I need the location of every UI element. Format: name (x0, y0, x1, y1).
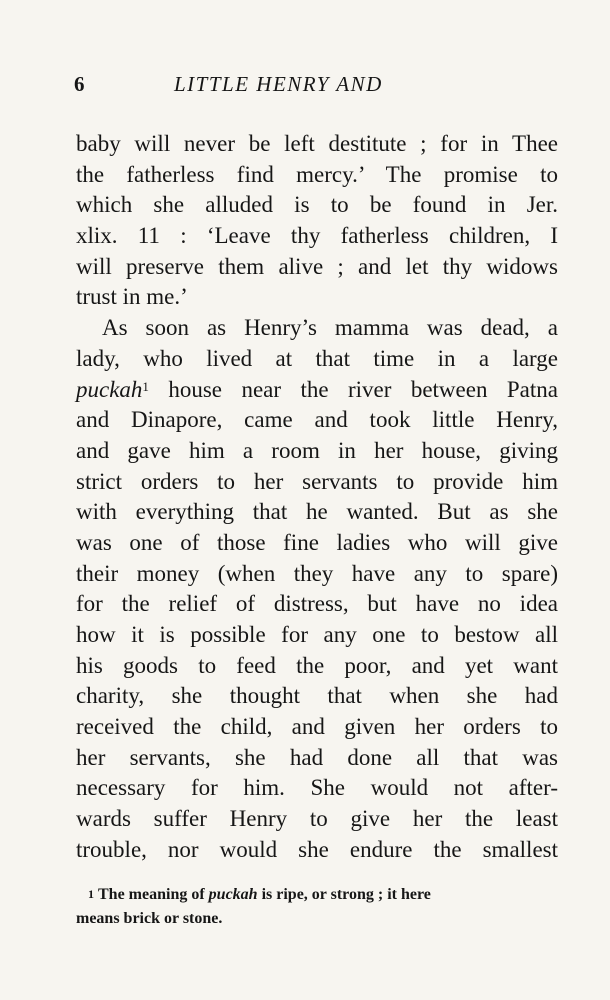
footnote-line: means brick or stone. (76, 910, 223, 927)
text-line: trust in me.’ (76, 284, 188, 310)
text-line: and Dinapore, came and took little Henry, (76, 407, 558, 433)
italic-term: puckah (208, 886, 258, 903)
text-line: with everything that he wanted. But as she (76, 499, 558, 525)
text-line: received the child, and given her orders to (76, 714, 558, 740)
text-line: charity, she thought that when she had (76, 683, 558, 709)
text-fragment: The meaning of (98, 886, 209, 903)
text-line: xlix. 11 : ‘Leave thy fatherless children, I (76, 223, 558, 249)
text-line: necessary for him. She would not after- (76, 775, 558, 801)
running-head (74, 72, 564, 106)
text-line: her servants, she had done all that was (76, 744, 558, 770)
footnote-number: 1 (88, 887, 94, 901)
text-line: the fatherless find mercy.’ The promise to (76, 161, 558, 187)
text-line: and gave him a room in her house, giving (76, 437, 558, 463)
footnote-marker: 1 (142, 378, 149, 394)
text-line: his goods to feed the poor, and yet want (76, 652, 558, 678)
footnote-line (76, 883, 560, 907)
text-line: for the relief of distress, but have no idea (76, 591, 558, 617)
text-line: was one of those fine ladies who will give (76, 529, 558, 555)
page-number: 6 (74, 72, 85, 96)
text-line: lady, who lived at that time in a large (76, 345, 558, 371)
text-line: wards suffer Henry to give her the least (76, 806, 558, 832)
text-line: their money (when they have any to spare) (76, 560, 558, 586)
text-line: As soon as Henry’s mamma was dead, a (102, 315, 558, 341)
footnote (76, 883, 560, 931)
running-title: LITTLE HENRY AND (174, 72, 383, 96)
text-line: will preserve them alive ; and let thy widows (76, 253, 558, 279)
text-line: trouble, nor would she endure the smallest (76, 836, 558, 862)
text-line-with-footnote (76, 375, 558, 406)
text-line: baby will never be left destitute ; for in Thee (76, 131, 558, 156)
text-fragment: is ripe, or strong ; it here (257, 886, 431, 903)
text-line: strict orders to her servants to provide him (76, 468, 558, 494)
text-fragment: house near the river between Patna (148, 376, 558, 402)
body-text (76, 129, 558, 866)
italic-term: puckah (76, 376, 143, 402)
text-line: which she alluded is to be found in Jer. (76, 192, 558, 218)
text-line: how it is possible for any one to bestow all (76, 622, 558, 647)
